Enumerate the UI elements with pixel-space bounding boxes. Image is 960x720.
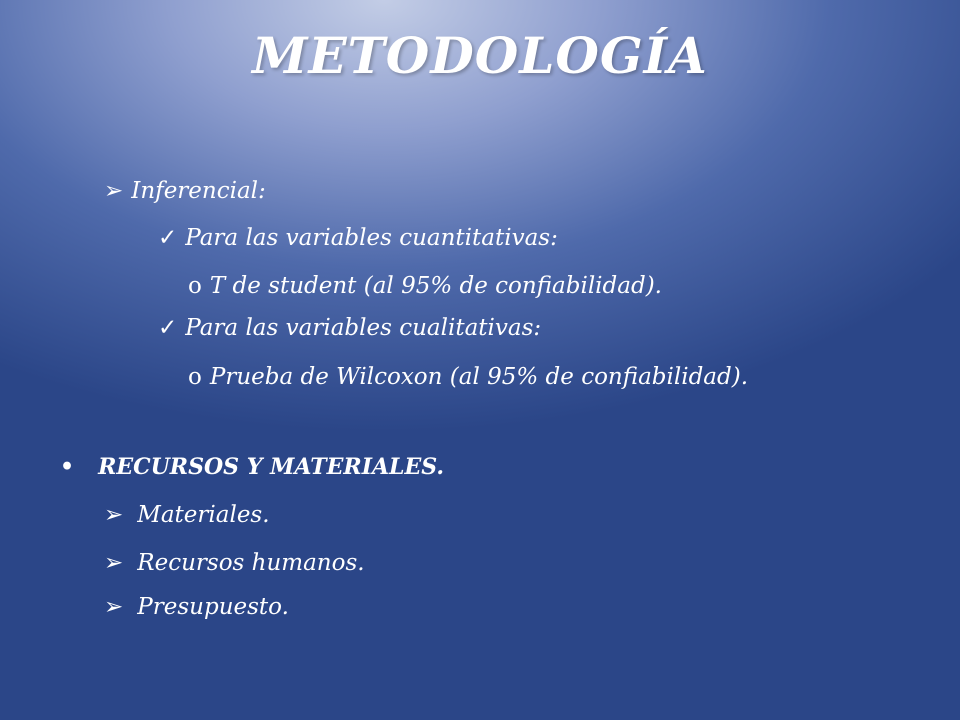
- item-cuantitativas: [158, 225, 558, 251]
- dot-bullet-icon: •: [60, 454, 75, 480]
- item-materiales: [104, 502, 270, 528]
- item-t-student: [188, 273, 662, 299]
- item-text: Prueba de Wilcoxon (al 95% de confiabilidad).: [209, 364, 749, 390]
- section-recursos: [60, 454, 444, 480]
- circle-bullet-icon: o: [188, 364, 202, 390]
- item-text: Materiales.: [137, 502, 270, 528]
- item-text: T de student (al 95% de confiabilidad).: [209, 273, 662, 299]
- circle-bullet-icon: o: [188, 273, 202, 299]
- checkmark-icon: ✓: [158, 315, 178, 341]
- arrow-bullet-icon: ➢: [104, 178, 124, 204]
- item-text: Recursos humanos.: [137, 550, 365, 576]
- item-text: Para las variables cuantitativas:: [185, 225, 558, 251]
- item-recursos-humanos: [104, 550, 365, 576]
- item-cualitativas: [158, 315, 541, 341]
- item-text: Para las variables cualitativas:: [185, 315, 542, 341]
- arrow-bullet-icon: ➢: [104, 550, 124, 576]
- arrow-bullet-icon: ➢: [104, 502, 124, 528]
- item-text: Inferencial:: [131, 178, 266, 204]
- arrow-bullet-icon: ➢: [104, 594, 124, 620]
- item-text: Presupuesto.: [137, 594, 289, 620]
- item-inferencial: [104, 178, 266, 204]
- item-presupuesto: [104, 594, 289, 620]
- slide-title: METODOLOGÍA: [252, 26, 708, 85]
- item-wilcoxon: [188, 364, 748, 390]
- checkmark-icon: ✓: [158, 225, 178, 251]
- section-heading: RECURSOS Y MATERIALES.: [98, 454, 445, 480]
